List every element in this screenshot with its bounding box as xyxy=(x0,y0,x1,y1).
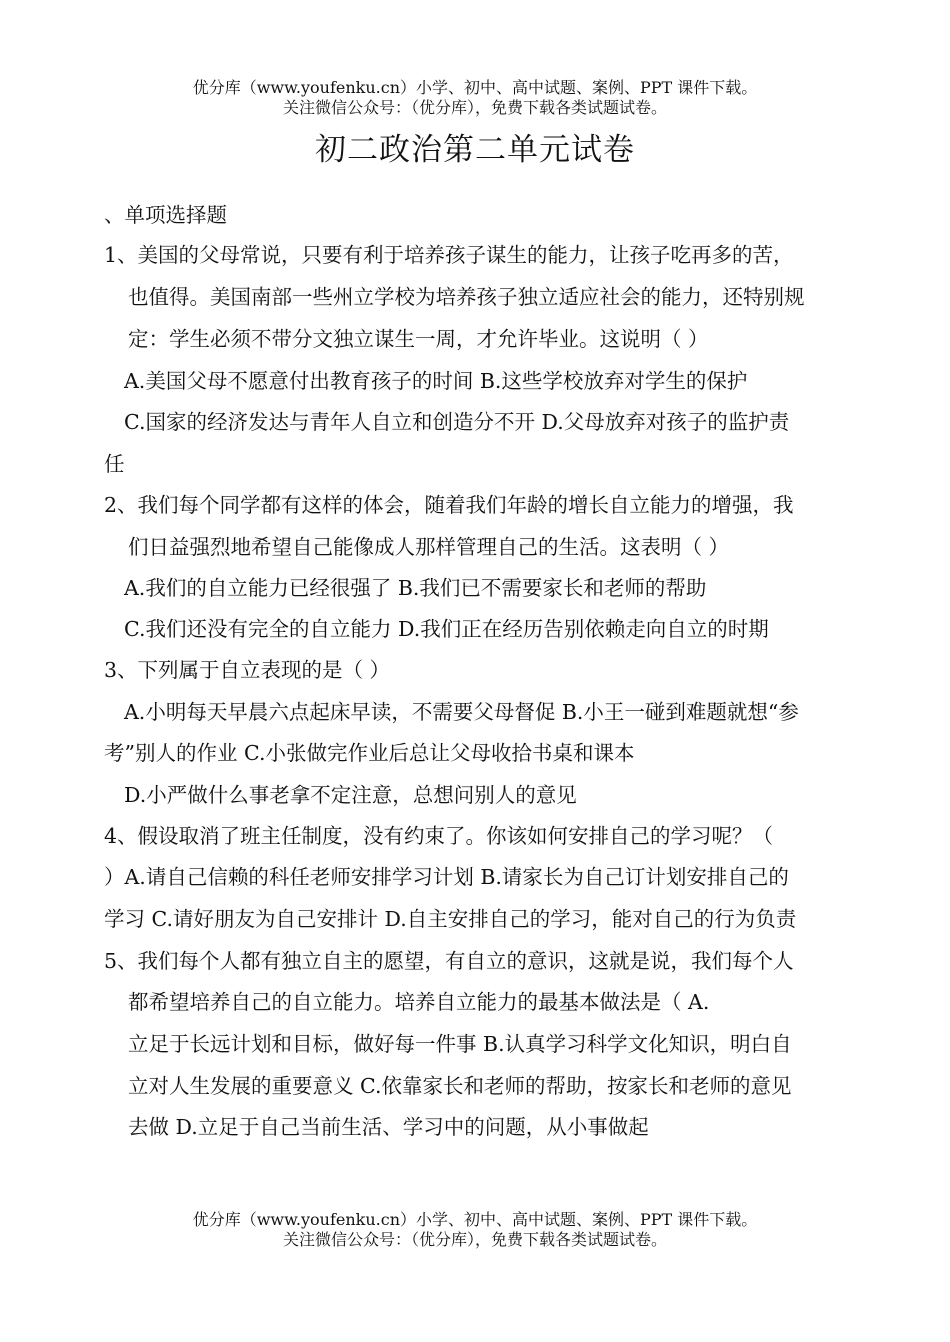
q1-line: 也值得。美国南部一些州立学校为培养孩子独立适应社会的能力，还特别规 xyxy=(128,285,805,309)
section-heading: 、单项选择题 xyxy=(104,203,227,227)
footer-line-1: 优分库（www.youfenku.cn）小学、初中、高中试题、案例、PPT 课件下载。 xyxy=(192,1210,758,1229)
q3-line: 3、下列属于自立表现的是（ ） xyxy=(104,658,391,682)
q4-options: 学习 C.请好朋友为自己安排计 D.自主安排自己的学习，能对自己的行为负责 xyxy=(104,907,797,931)
q3-options: D.小严做什么事老拿不定注意，总想问别人的意见 xyxy=(124,783,577,807)
q1-options: A.美国父母不愿意付出教育孩子的时间 B.这些学校放弃对学生的保护 xyxy=(124,369,748,393)
q5-line: 都希望培养自己的自立能力。培养自立能力的最基本做法是（ A. xyxy=(128,990,710,1014)
q3-options: 考”别人的作业 C.小张做完作业后总让父母收拾书桌和课本 xyxy=(104,741,635,765)
page-title: 初二政治第二单元试卷 xyxy=(315,132,635,168)
q3-options: A.小明每天早晨六点起床早读，不需要父母督促 B.小王一碰到难题就想“参 xyxy=(124,700,799,724)
q1-options: C.国家的经济发达与青年人自立和创造分不开 D.父母放弃对孩子的监护责 xyxy=(124,410,790,434)
q5-options: 去做 D.立足于自己当前生活、学习中的问题，从小事做起 xyxy=(128,1115,649,1139)
q1-line: 1、美国的父母常说，只要有利于培养孩子谋生的能力，让孩子吃再多的苦， xyxy=(104,243,794,267)
header-line-1: 优分库（www.youfenku.cn）小学、初中、高中试题、案例、PPT 课件下载。 xyxy=(192,78,758,97)
q5-options: 立足于长远计划和目标，做好每一件事 B.认真学习科学文化知识，明白自 xyxy=(128,1032,792,1056)
q2-options: C.我们还没有完全的自立能力 D.我们正在经历告别依赖走向自立的时期 xyxy=(124,617,769,641)
header-line-2: 关注微信公众号：（优分库），免费下载各类试题试卷。 xyxy=(282,98,667,117)
q1-line: 定：学生必须不带分文独立谋生一周，才允许毕业。这说明（ ） xyxy=(128,327,709,351)
q4-line: 4、假设取消了班主任制度，没有约束了。你该如何安排自己的学习呢？（ xyxy=(104,824,774,848)
q5-line: 5、我们每个人都有独立自主的愿望，有自立的意识，这就是说，我们每个人 xyxy=(104,949,794,973)
q2-options: A.我们的自立能力已经很强了 B.我们已不需要家长和老师的帮助 xyxy=(124,576,707,600)
q2-line: 们日益强烈地希望自己能像成人那样管理自己的生活。这表明（ ） xyxy=(128,535,730,559)
q2-line: 2、我们每个同学都有这样的体会，随着我们年龄的增长自立能力的增强，我 xyxy=(104,493,794,517)
q5-options: 立对人生发展的重要意义 C.依靠家长和老师的帮助，按家长和老师的意见 xyxy=(128,1074,792,1098)
q1-options: 任 xyxy=(104,452,125,476)
footer-line-2: 关注微信公众号：（优分库），免费下载各类试题试卷。 xyxy=(282,1230,667,1249)
q4-options: ）A.请自己信赖的科任老师安排学习计划 B.请家长为自己订计划安排自己的 xyxy=(104,865,789,889)
